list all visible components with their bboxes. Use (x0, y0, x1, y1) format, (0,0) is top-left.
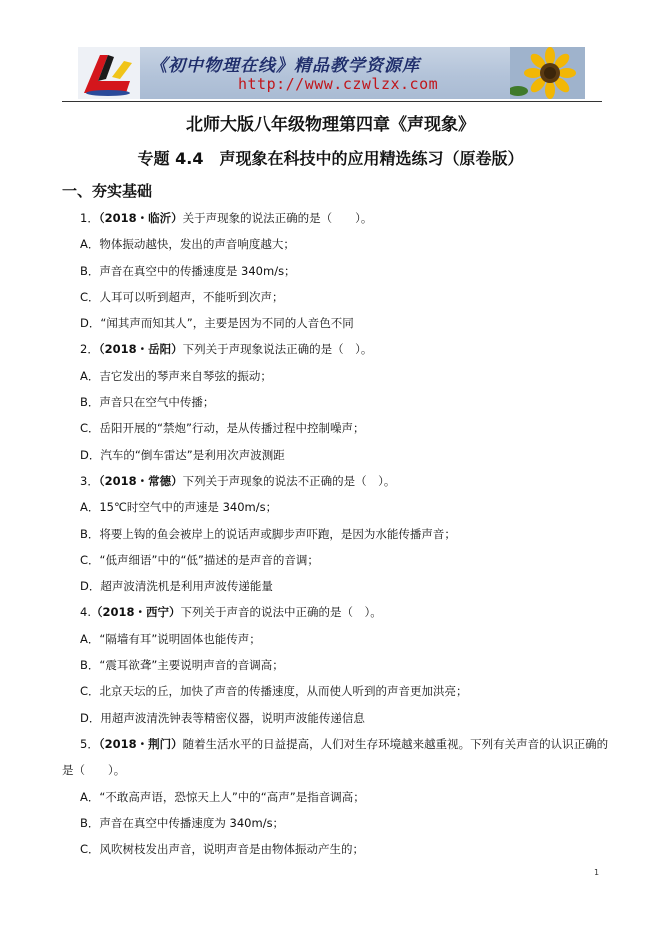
document-title: 北师大版八年级物理第四章《声现象》 (186, 115, 475, 135)
answer-option: D．“闻其声而知其人”，主要是因为不同的人音色不同 (80, 316, 354, 331)
document-subtitle: 专题 4.4 声现象在科技中的应用精选练习（原卷版） (137, 149, 524, 168)
banner-tagline: 《初中物理在线》精品教学资源库 (150, 56, 420, 76)
section-heading: 一、夯实基础 (62, 182, 153, 200)
answer-option: B．声音在真空中的传播速度是 340m/s； (80, 263, 296, 278)
site-logo (78, 47, 140, 99)
answer-option: A．15℃时空气中的声速是 340m/s； (80, 500, 278, 515)
answer-option: A．吉它发出的琴声来自琴弦的振动； (80, 368, 272, 383)
sunflower-image (510, 47, 585, 99)
answer-option: C．北京天坛的丘，加快了声音的传播速度，从而使人听到的声音更加洪亮； (80, 684, 468, 699)
question-stem (62, 205, 602, 231)
sunflower-icon (510, 47, 585, 99)
answer-option: C．岳阳开展的“禁炮”行动，是从传播过程中控制噪声； (80, 421, 365, 436)
answer-option: A．“不敢高声语，恐惊天上人”中的“高声”是指音调高； (80, 789, 365, 804)
answer-option: A．“隔墙有耳”说明固体也能传声； (80, 631, 261, 646)
question-number: 2． (80, 342, 99, 357)
banner-url: http://www.czwlzx.com (238, 75, 439, 93)
question-source: （2018・临沂） (98, 211, 183, 225)
question-stem (62, 336, 602, 362)
header-banner (78, 47, 585, 99)
question-number: 3． (80, 473, 99, 488)
answer-option: C．人耳可以听到超声，不能听到次声； (80, 289, 284, 304)
question-stem (62, 599, 602, 625)
question-text: 下列关于声音的说法中正确的是（ ）。 (180, 605, 382, 620)
question-stem (62, 468, 602, 494)
header-divider (62, 101, 602, 102)
answer-option: D．超声波清洗机是利用声波传递能量 (80, 579, 273, 594)
question-number: 5． (80, 736, 99, 751)
question-stem (62, 731, 609, 757)
logo-icon (78, 47, 140, 99)
answer-option: B．“震耳欲聋”主要说明声音的音调高； (80, 658, 284, 673)
question-source: （2018・岳阳） (98, 342, 183, 357)
question-number: 4. (80, 605, 91, 620)
question-source: （2018・荆门） (98, 736, 183, 751)
answer-option: B．将要上钩的鱼会被岸上的说话声或脚步声吓跑，是因为水能传播声音； (80, 526, 456, 541)
page-number: 1 (594, 868, 600, 877)
answer-option: D．用超声波清洗钟表等精密仪器，说明声波能传递信息 (80, 710, 365, 725)
question-text: 下列关于声现象的说法不正确的是（ ）。 (182, 473, 396, 488)
question-source: （2018・常德） (98, 473, 183, 488)
question-list (62, 205, 609, 862)
question-source: （2018・西宁） (90, 605, 181, 620)
answer-option: D．汽车的“倒车雷达”是利用次声波测距 (80, 447, 285, 462)
question-text-continued: 是（ ）。 (62, 763, 126, 778)
question-text: 随着生活水平的日益提高，人们对生存环境越来越重视。下列有关声音的认识正确的 (182, 736, 609, 751)
answer-option: B．声音只在空气中传播； (80, 395, 215, 410)
answer-option: B．声音在真空中传播速度为 340m/s； (80, 815, 285, 830)
answer-option: C．“低声细语”中的“低”描述的是声音的音调； (80, 552, 319, 567)
question-number: 1． (80, 211, 99, 225)
answer-option: C．风吹树枝发出声音，说明声音是由物体振动产生的； (80, 842, 365, 857)
answer-option: A．物体振动越快，发出的声音响度越大； (80, 237, 295, 252)
question-text: 下列关于声现象说法正确的是（ ）。 (182, 342, 373, 357)
question-text: 关于声现象的说法正确的是（ ）。 (182, 211, 373, 225)
